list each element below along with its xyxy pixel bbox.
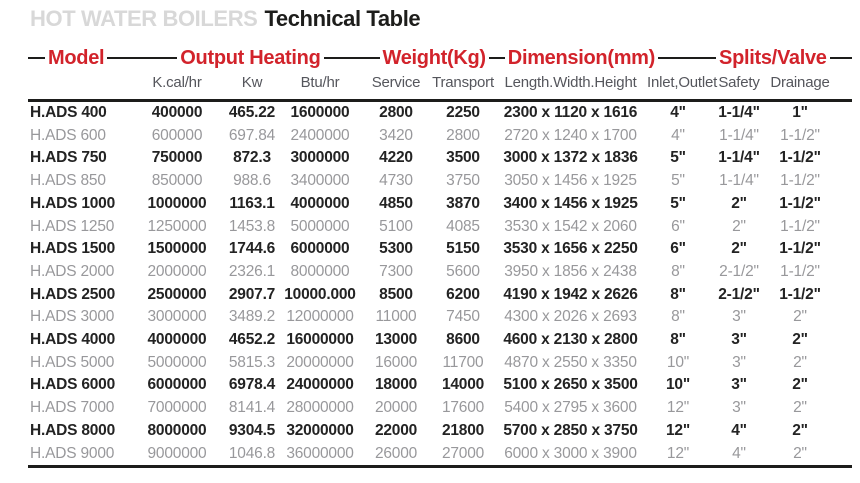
cell-safety: 1-1/4": [719, 172, 759, 190]
cell-transport: 8600: [446, 331, 480, 349]
cell-kw: 4652.2: [228, 331, 276, 349]
cell-kw: 9304.5: [228, 421, 276, 439]
cell-filler: [831, 329, 852, 352]
cell-model: H.ADS 600: [30, 126, 106, 144]
cell-inlet-outlet: 8": [671, 262, 685, 280]
cell-transport: 11700: [442, 353, 484, 371]
cell-inlet-outlet: 6": [670, 240, 686, 258]
cell-drainage: 1-1/2": [780, 126, 820, 144]
cell-service: 11000: [375, 308, 417, 326]
cell-btu-hr: 2400000: [290, 126, 350, 144]
header-rule: [324, 57, 380, 59]
cell-transport: 4085: [446, 217, 480, 235]
cell-kcal-hr: 1000000: [147, 194, 207, 212]
table-row: [28, 352, 852, 375]
group-label-model: Model: [48, 46, 105, 69]
page-title: [30, 6, 420, 32]
cell-model: H.ADS 9000: [28, 443, 130, 467]
cell-filler: [831, 193, 852, 216]
cell-drainage: 1-1/2": [780, 217, 820, 235]
cell-kw: 1744.6: [228, 240, 276, 258]
cell-inlet-outlet: 8": [671, 308, 685, 326]
cell-kw: 3489.2: [228, 308, 276, 326]
cell-safety: 3": [732, 399, 746, 417]
brand-title: HOT WATER BOILERS: [30, 6, 258, 31]
cell-btu-hr: 3000000: [290, 149, 350, 167]
table-row: [28, 101, 852, 125]
cell-btu-hr: 20000000: [286, 353, 354, 371]
table-group-header: [28, 46, 852, 70]
cell-kw: 1163.1: [229, 194, 275, 212]
cell-transport: 5150: [446, 240, 480, 258]
cell-inlet-outlet: 8": [670, 285, 686, 303]
cell-kw: 988.6: [233, 172, 271, 190]
header-rule: [830, 57, 852, 59]
cell-kcal-hr: 9000000: [130, 443, 224, 467]
cell-model: H.ADS 8000: [30, 421, 116, 439]
cell-dimension: 3000 x 1372 x 1836: [503, 149, 638, 167]
cell-kcal-hr: 3000000: [147, 308, 207, 326]
cell-btu-hr: 12000000: [286, 308, 354, 326]
cell-inlet-outlet: 4": [671, 126, 685, 144]
cell-filler: [831, 170, 852, 193]
cell-btu-hr: 6000000: [290, 240, 350, 258]
subheader-transport: Transport: [432, 70, 494, 101]
cell-drainage: 1-1/2": [780, 172, 820, 190]
cell-model: H.ADS 7000: [30, 399, 115, 417]
cell-transport: 5600: [446, 262, 480, 280]
cell-drainage: 2": [792, 331, 808, 349]
cell-kcal-hr: 1250000: [147, 217, 207, 235]
group-label-weight: Weight(Kg): [382, 46, 486, 69]
cell-transport: 14000: [441, 376, 485, 394]
cell-service: 26000: [360, 443, 432, 467]
cell-kw: 2907.7: [228, 285, 276, 303]
cell-drainage: 2": [793, 308, 807, 326]
cell-dimension: 2720 x 1240 x 1700: [504, 126, 637, 144]
cell-transport: 21800: [441, 421, 485, 439]
table-row: [28, 193, 852, 216]
cell-filler: [831, 261, 852, 284]
group-label-output-heating: Output Heating: [180, 46, 321, 69]
table-row: [28, 420, 852, 443]
cell-safety: 2": [731, 194, 747, 212]
cell-btu-hr: 32000000: [286, 421, 354, 439]
subheader-inlet-outlet: Inlet,Outlet: [647, 70, 709, 101]
cell-kw: 465.22: [228, 104, 276, 121]
cell-dimension: 3400 x 1456 x 1925: [503, 194, 638, 212]
table-row: [28, 170, 852, 193]
subheader-service: Service: [360, 70, 432, 101]
cell-model: H.ADS 4000: [30, 331, 116, 349]
cell-model: H.ADS 1250: [30, 217, 115, 235]
cell-filler: [831, 443, 852, 467]
cell-service: 20000: [374, 399, 418, 417]
group-label-splits-valve: Splits/Valve: [719, 46, 827, 69]
cell-filler: [831, 216, 852, 239]
cell-kcal-hr: 1500000: [147, 240, 207, 258]
cell-service: 13000: [374, 331, 418, 349]
cell-model: H.ADS 6000: [30, 376, 116, 394]
cell-drainage: 1-1/2": [780, 262, 820, 280]
cell-kcal-hr: 850000: [151, 172, 203, 190]
subheader-btu-hr: Btu/hr: [280, 70, 360, 101]
cell-filler: [831, 374, 852, 397]
cell-filler: [831, 238, 852, 261]
group-label-dimension: Dimension(mm): [507, 46, 656, 69]
cell-inlet-outlet: 12": [647, 443, 709, 467]
cell-dimension: 5400 x 2795 x 3600: [504, 399, 637, 417]
cell-kw: 1046.8: [224, 443, 280, 467]
cell-safety: 1-1/4": [719, 126, 759, 144]
cell-kcal-hr: 600000: [151, 126, 203, 144]
cell-safety: 2": [732, 217, 746, 235]
cell-kcal-hr: 7000000: [147, 399, 207, 417]
cell-btu-hr: 24000000: [286, 376, 354, 394]
cell-model: H.ADS 2000: [30, 262, 115, 280]
cell-drainage: 2": [792, 421, 808, 439]
table-row: [28, 238, 852, 261]
subheader-row: [28, 70, 852, 101]
cell-service: 7300: [379, 262, 413, 280]
cell-kw: 697.84: [228, 126, 276, 144]
cell-safety: 3": [731, 331, 747, 349]
subheader-model-spacer: [28, 70, 130, 101]
cell-transport: 6200: [446, 285, 480, 303]
cell-dimension: 3530 x 1656 x 2250: [503, 240, 638, 258]
cell-model: H.ADS 850: [30, 172, 106, 190]
cell-kw: 1453.8: [228, 217, 276, 235]
table-row: [28, 374, 852, 397]
table-row: [28, 216, 852, 239]
cell-kcal-hr: 5000000: [147, 353, 207, 371]
cell-kw: 5815.3: [228, 353, 276, 371]
cell-safety: 2-1/2": [718, 285, 760, 303]
cell-btu-hr: 16000000: [286, 331, 354, 349]
header-rule: [489, 57, 505, 59]
cell-kw: 6978.4: [228, 376, 276, 394]
cell-model: H.ADS 750: [30, 149, 107, 167]
subheader-safety: Safety: [709, 70, 769, 101]
cell-safety: 4": [709, 443, 769, 467]
subheader-kw: Kw: [224, 70, 280, 101]
table-row: [28, 306, 852, 329]
table-row: [28, 397, 852, 420]
cell-safety: 1-1/4": [718, 149, 760, 167]
page-subtitle: Technical Table: [264, 6, 421, 31]
cell-inlet-outlet: 8": [670, 331, 686, 349]
cell-btu-hr: 28000000: [286, 399, 354, 417]
cell-kw: 8141.4: [228, 399, 276, 417]
cell-model: H.ADS 1000: [30, 194, 116, 212]
cell-service: 5100: [379, 217, 413, 235]
cell-transport: 3870: [446, 194, 480, 212]
cell-dimension: 4190 x 1942 x 2626: [503, 285, 638, 303]
cell-service: 2800: [379, 104, 413, 121]
cell-transport: 3500: [446, 149, 480, 167]
cell-btu-hr: 5000000: [290, 217, 350, 235]
cell-service: 18000: [374, 376, 418, 394]
cell-kcal-hr: 2500000: [147, 285, 207, 303]
cell-drainage: 1": [792, 104, 808, 121]
cell-filler: [831, 352, 852, 375]
cell-kcal-hr: 400000: [151, 104, 203, 121]
cell-transport: 7450: [446, 308, 480, 326]
cell-service: 5300: [379, 240, 413, 258]
subheader-drainage: Drainage: [769, 70, 831, 101]
subheader-length-width-height: Length.Width.Height: [494, 70, 647, 101]
cell-transport: 17600: [441, 399, 485, 417]
cell-inlet-outlet: 12": [666, 399, 690, 417]
cell-service: 4220: [379, 149, 413, 167]
cell-dimension: 3950 x 1856 x 2438: [504, 262, 637, 280]
cell-filler: [831, 284, 852, 307]
cell-safety: 3": [732, 353, 746, 371]
cell-btu-hr: 8000000: [290, 262, 350, 280]
cell-filler: [831, 397, 852, 420]
spec-table: [28, 70, 852, 468]
cell-model: H.ADS 1500: [30, 240, 116, 258]
cell-service: 8500: [379, 285, 413, 303]
cell-kcal-hr: 4000000: [147, 331, 207, 349]
cell-dimension: 6000 x 3000 x 3900: [494, 443, 647, 467]
table-row: [28, 443, 852, 467]
cell-transport: 3750: [446, 172, 480, 190]
cell-transport: 27000: [432, 443, 494, 467]
cell-drainage: 1-1/2": [779, 285, 821, 303]
cell-model: H.ADS 2500: [30, 285, 116, 303]
cell-safety: 3": [732, 308, 746, 326]
cell-filler: [831, 306, 852, 329]
cell-filler: [831, 101, 852, 125]
header-rule: [107, 57, 177, 59]
cell-dimension: 4300 x 2026 x 2693: [504, 308, 637, 326]
cell-inlet-outlet: 10": [666, 376, 690, 394]
cell-safety: 2-1/2": [719, 262, 759, 280]
cell-kcal-hr: 750000: [151, 149, 203, 167]
subheader-filler: [831, 70, 852, 101]
table-row: [28, 125, 852, 148]
cell-kw: 2326.1: [228, 262, 276, 280]
cell-btu-hr: 4000000: [290, 194, 350, 212]
cell-inlet-outlet: 10": [666, 353, 690, 371]
cell-dimension: 2300 x 1120 x 1616: [503, 104, 638, 121]
cell-drainage: 1-1/2": [779, 240, 821, 258]
cell-model: H.ADS 5000: [30, 353, 115, 371]
cell-inlet-outlet: 4": [670, 104, 686, 121]
cell-inlet-outlet: 5": [670, 149, 686, 167]
cell-dimension: 4600 x 2130 x 2800: [503, 331, 638, 349]
cell-service: 3420: [379, 126, 413, 144]
cell-drainage: 1-1/2": [779, 194, 821, 212]
table-row: [28, 329, 852, 352]
cell-btu-hr: 36000000: [280, 443, 360, 467]
cell-dimension: 5700 x 2850 x 3750: [503, 421, 638, 439]
cell-service: 4850: [379, 194, 413, 212]
subheader-kcal-hr: K.cal/hr: [130, 70, 224, 101]
cell-drainage: 2": [793, 353, 807, 371]
cell-btu-hr: 10000.000: [284, 285, 356, 303]
cell-dimension: 3530 x 1542 x 2060: [504, 217, 637, 235]
cell-btu-hr: 3400000: [290, 172, 350, 190]
cell-transport: 2250: [446, 104, 480, 121]
cell-safety: 4": [731, 421, 747, 439]
cell-service: 22000: [374, 421, 418, 439]
cell-safety: 2": [731, 240, 747, 258]
cell-model: H.ADS 400: [30, 104, 107, 121]
cell-kcal-hr: 6000000: [147, 376, 207, 394]
cell-drainage: 1-1/2": [779, 149, 821, 167]
cell-dimension: 3050 x 1456 x 1925: [504, 172, 637, 190]
header-rule: [658, 57, 716, 59]
header-rule: [28, 57, 45, 59]
cell-kcal-hr: 2000000: [147, 262, 207, 280]
cell-drainage: 2": [769, 443, 831, 467]
cell-kw: 872.3: [233, 149, 271, 167]
cell-dimension: 5100 x 2650 x 3500: [503, 376, 638, 394]
cell-service: 4730: [379, 172, 413, 190]
cell-filler: [831, 125, 852, 148]
cell-filler: [831, 147, 852, 170]
cell-inlet-outlet: 5": [671, 172, 685, 190]
cell-transport: 2800: [446, 126, 480, 144]
cell-drainage: 2": [793, 399, 807, 417]
cell-safety: 3": [731, 376, 747, 394]
cell-safety: 1-1/4": [718, 104, 760, 121]
table-row: [28, 284, 852, 307]
cell-inlet-outlet: 12": [666, 421, 690, 439]
cell-drainage: 2": [792, 376, 808, 394]
table-row: [28, 147, 852, 170]
cell-btu-hr: 1600000: [290, 104, 350, 121]
table-row: [28, 261, 852, 284]
cell-filler: [831, 420, 852, 443]
cell-inlet-outlet: 6": [671, 217, 685, 235]
cell-service: 16000: [374, 353, 418, 371]
cell-dimension: 4870 x 2550 x 3350: [504, 353, 637, 371]
cell-inlet-outlet: 5": [670, 194, 686, 212]
cell-kcal-hr: 8000000: [147, 421, 207, 439]
cell-model: H.ADS 3000: [30, 308, 115, 326]
